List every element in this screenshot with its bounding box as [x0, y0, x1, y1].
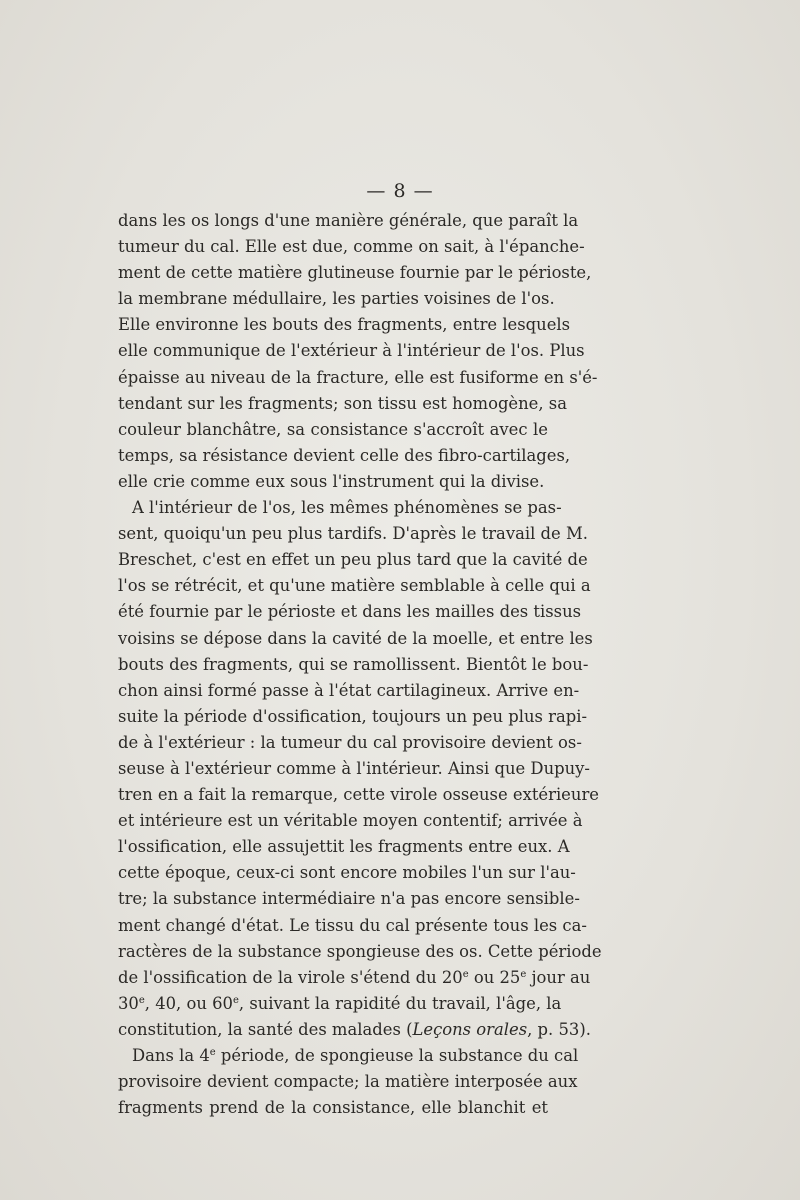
text-line: tren en a fait la remarque, cette virole osseuse extérieure — [118, 785, 599, 805]
text-line: sent, quoiqu'un peu plus tardifs. D'après le travail de M. — [118, 524, 588, 544]
text-line: tre; la substance intermédiaire n'a pas encore sensible- — [118, 889, 580, 909]
text-line: l'ossification, elle assujettit les fragments entre eux. A — [118, 837, 570, 857]
text-fragment: période, de spongieuse la substance du cal — [215, 1046, 579, 1065]
text-line: cette époque, ceux-ci sont encore mobiles l'un sur l'au- — [118, 863, 576, 883]
text-line: tendant sur les fragments; son tissu est homogène, sa — [118, 393, 567, 413]
text-line: chon ainsi formé passe à l'état cartilagineux. Arrive en- — [118, 680, 580, 700]
text-line-citation — [118, 1017, 591, 1043]
text-fragment: , suivant la rapidité du travail, l'âge, la — [238, 993, 562, 1013]
text-line: A l'intérieur de l'os, les mêmes phénomènes se pas- — [132, 498, 562, 518]
text-line: temps, sa résistance devient celle des fibro-cartilages, — [118, 445, 571, 465]
superscript: e — [462, 968, 469, 980]
paragraph-2 — [118, 495, 602, 1043]
text-line: Breschet, c'est en effet un peu plus tard que la cavité de — [118, 550, 588, 570]
text-line-ordinals — [118, 965, 591, 991]
text-line: bouts des fragments, qui se ramollissent. Bientôt le bou- — [118, 654, 589, 674]
text-line: épaisse au niveau de la fracture, elle est fusiforme en s'é- — [118, 367, 598, 387]
text-line: la membrane médullaire, les parties voisines de l'os. — [118, 289, 555, 309]
text-line: fragments prend de la consistance, elle blanchit et — [118, 1098, 548, 1118]
page-number: — 8 — — [366, 180, 434, 202]
text-fragment: de l'ossification de la virole s'étend du 20 — [118, 967, 463, 987]
superscript: e — [232, 994, 239, 1006]
text-line-ordinals — [118, 1043, 579, 1069]
text-fragment: , p. 53). — [527, 1019, 591, 1039]
superscript: e — [138, 994, 145, 1006]
text-line: de à l'extérieur : la tumeur du cal provisoire devient os- — [118, 732, 582, 752]
paragraph-1 — [118, 208, 598, 495]
text-fragment: Dans la 4 — [132, 1046, 210, 1065]
text-fragment: constitution, la santé des malades ( — [118, 1019, 413, 1039]
text-line: dans les os longs d'une manière générale, que paraît la — [118, 211, 579, 230]
text-fragment: jour au — [526, 967, 591, 987]
text-fragment: , 40, ou 60 — [144, 993, 233, 1013]
text-line: elle crie comme eux sous l'instrument qui la divise. — [118, 471, 545, 491]
text-line: ractères de la substance spongieuse des os. Cette période — [118, 941, 602, 961]
text-line: Elle environne les bouts des fragments, entre lesquels — [118, 315, 571, 335]
text-line: ment changé d'état. Le tissu du cal présente tous les ca- — [118, 915, 587, 935]
paragraph-3 — [118, 1043, 579, 1121]
text-line: tumeur du cal. Elle est due, comme on sait, à l'épanche- — [118, 237, 585, 257]
text-line: ment de cette matière glutineuse fournie par le périoste, — [118, 263, 592, 283]
superscript: e — [209, 1047, 216, 1058]
text-line: provisoire devient compacte; la matière interposée aux — [118, 1072, 578, 1092]
body-text — [118, 208, 602, 1121]
citation-italic: Leçons orales — [412, 1019, 528, 1039]
text-line: été fournie par le périoste et dans les mailles des tissus — [118, 602, 582, 622]
text-line: suite la période d'ossification, toujours un peu plus rapi- — [118, 706, 588, 726]
text-fragment: 30 — [118, 993, 139, 1013]
text-line: et intérieure est un véritable moyen contentif; arrivée à — [118, 811, 583, 831]
text-fragment: ou 25 — [468, 967, 521, 987]
text-line-ordinals — [118, 991, 562, 1017]
text-line: l'os se rétrécit, et qu'une matière semblable à celle qui a — [118, 576, 591, 596]
text-line: elle communique de l'extérieur à l'intérieur de l'os. Plus — [118, 341, 585, 361]
superscript: e — [520, 968, 527, 980]
text-line: seuse à l'extérieur comme à l'intérieur. Ainsi que Dupuy- — [118, 758, 590, 778]
text-line: voisins se dépose dans la cavité de la moelle, et entre les — [118, 628, 593, 648]
text-line: couleur blanchâtre, sa consistance s'accroît avec le — [118, 419, 548, 439]
